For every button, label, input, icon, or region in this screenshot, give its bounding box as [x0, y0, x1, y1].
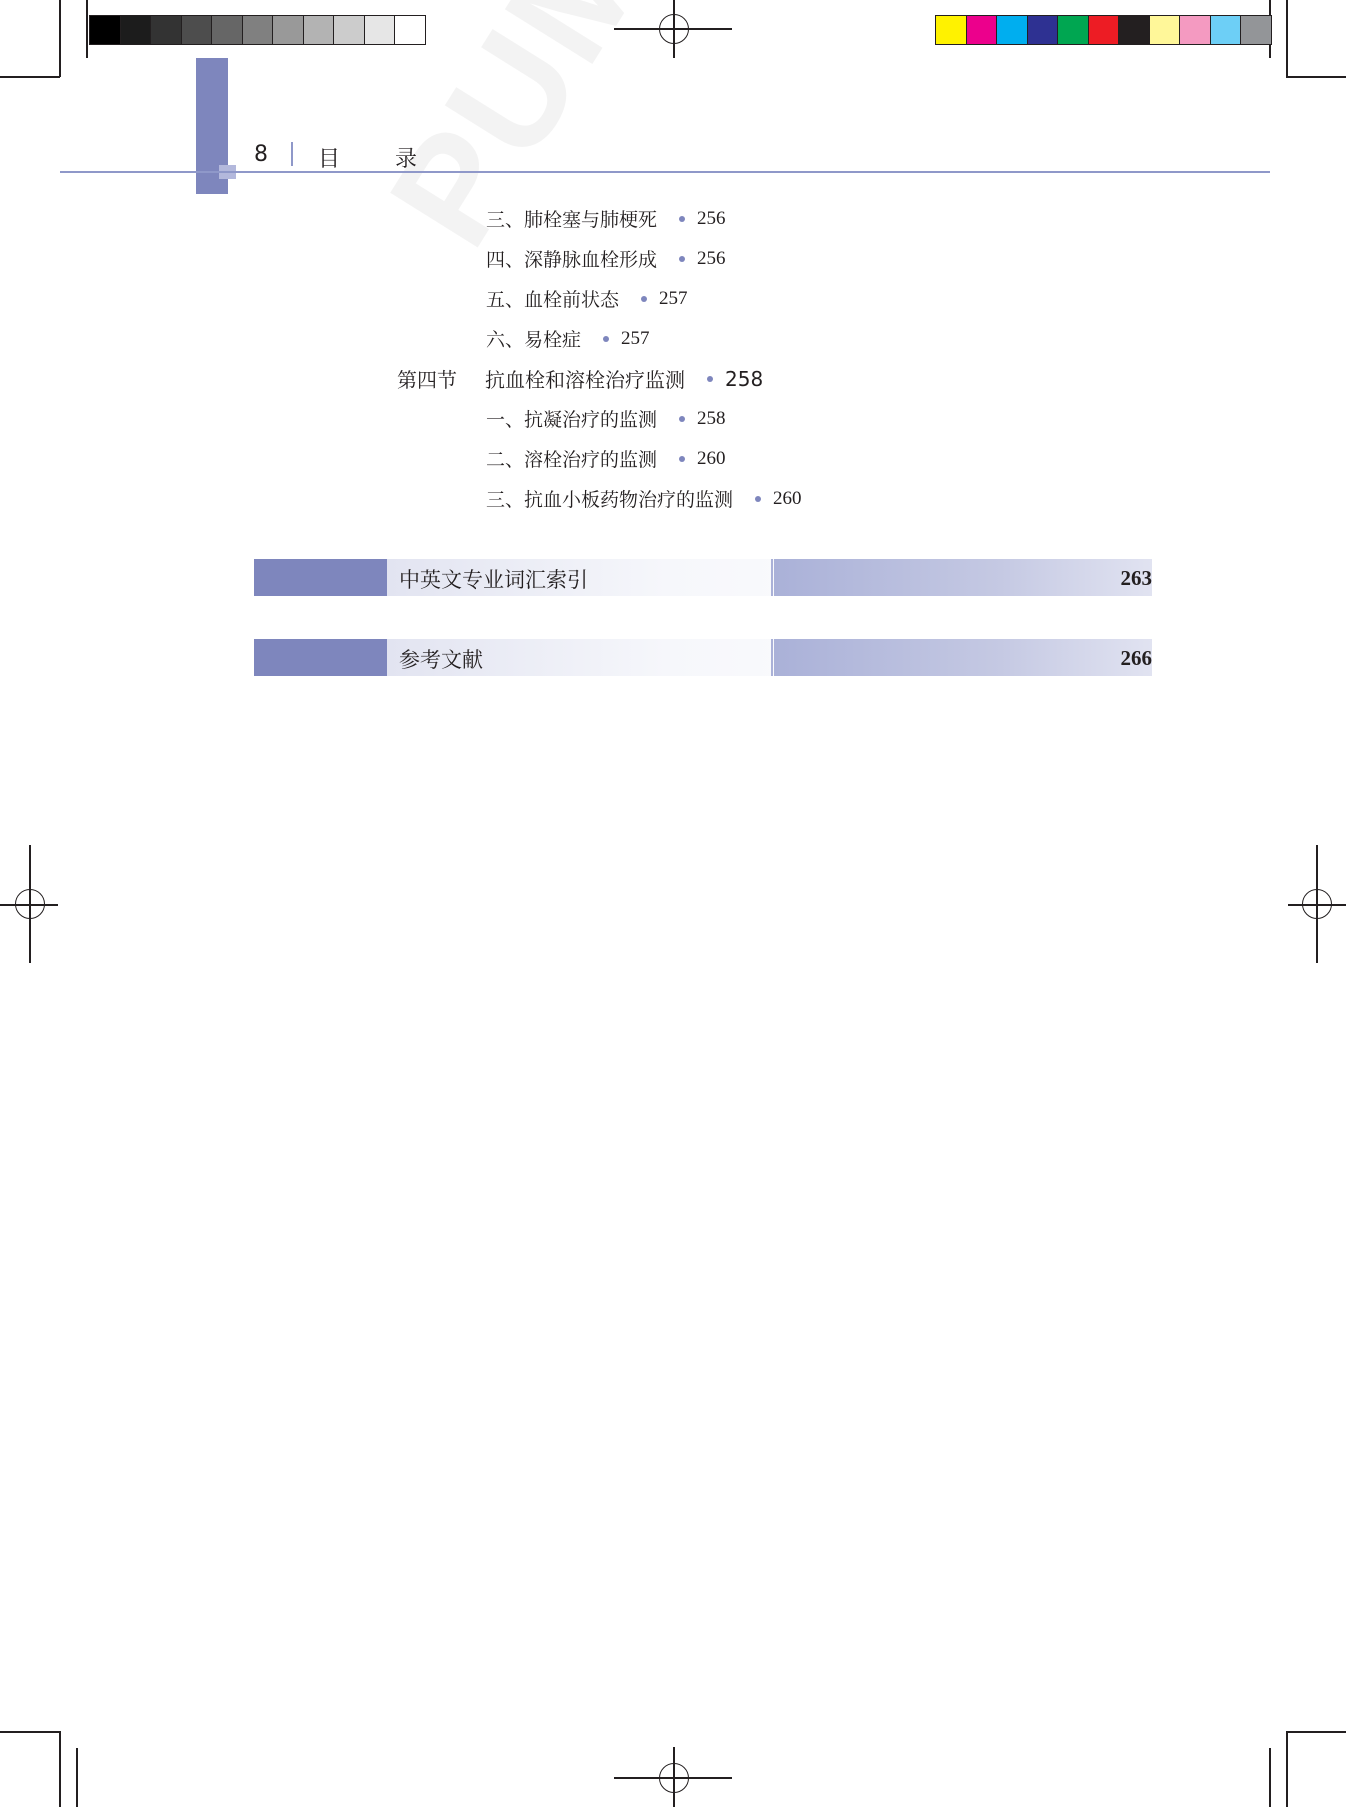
color-swatch: [1118, 16, 1149, 44]
color-swatch: [1210, 16, 1241, 44]
color-swatch: [1057, 16, 1088, 44]
leader-dot: [707, 376, 713, 382]
toc-entry-title: 二、溶栓治疗的监测: [486, 449, 658, 471]
toc-section-number: 第四节: [397, 368, 457, 392]
color-swatch: [966, 16, 997, 44]
backmatter-label: 参考文献: [399, 648, 483, 672]
color-bar: [935, 15, 1272, 45]
color-swatch: [120, 16, 151, 44]
leader-dot: [755, 496, 761, 502]
leader-dot: [679, 256, 685, 262]
toc-entry-title: 一、抗凝治疗的监测: [486, 409, 658, 431]
header-rule: [60, 171, 1270, 173]
color-swatch: [333, 16, 364, 44]
toc-entry-title: 三、肺栓塞与肺梗死: [486, 209, 658, 231]
toc-entry[interactable]: [486, 445, 726, 472]
toc-entry-title: 四、深静脉血栓形成: [486, 249, 658, 271]
band-bar: [774, 559, 1152, 596]
toc-entry[interactable]: [486, 285, 688, 312]
color-swatch: [181, 16, 212, 44]
toc-entry-page: 257: [621, 327, 650, 349]
toc-entry-page: 257: [659, 287, 688, 309]
leader-dot: [679, 416, 685, 422]
toc-entry-page: 256: [697, 207, 726, 229]
color-swatch: [303, 16, 334, 44]
color-swatch: [364, 16, 395, 44]
toc-entry-page: 260: [697, 447, 726, 469]
color-swatch: [394, 16, 425, 44]
color-swatch: [150, 16, 181, 44]
toc-section-page: 258: [725, 366, 764, 391]
grayscale-bar: [89, 15, 426, 45]
backmatter-page: 263: [1120, 566, 1152, 590]
toc-entry-title: 三、抗血小板药物治疗的监测: [486, 489, 734, 511]
band-bar-edge: [771, 639, 773, 676]
color-swatch: [1027, 16, 1058, 44]
color-swatch: [242, 16, 273, 44]
header-separator: [291, 142, 293, 166]
color-swatch: [1240, 16, 1271, 44]
toc-entry-page: 258: [697, 407, 726, 429]
color-swatch: [272, 16, 303, 44]
toc-section[interactable]: [397, 364, 763, 393]
color-swatch: [936, 16, 966, 44]
band-block: [254, 639, 387, 676]
toc-entry[interactable]: [486, 205, 726, 232]
band-bar: [774, 639, 1152, 676]
color-swatch: [1149, 16, 1180, 44]
toc-entry[interactable]: [486, 325, 650, 352]
toc-entry[interactable]: [486, 485, 802, 512]
color-swatch: [1179, 16, 1210, 44]
leader-dot: [679, 456, 685, 462]
toc-entry[interactable]: [486, 405, 726, 432]
backmatter-label: 中英文专业词汇索引: [399, 568, 588, 592]
band-bar-edge: [771, 559, 773, 596]
page-title: 目 录: [318, 147, 441, 172]
backmatter-references-band[interactable]: [254, 639, 1152, 676]
backmatter-index-band[interactable]: [254, 559, 1152, 596]
toc-entry-page: 260: [773, 487, 802, 509]
toc-entry-title: 五、血栓前状态: [486, 289, 620, 311]
leader-dot: [679, 216, 685, 222]
leader-dot: [641, 296, 647, 302]
toc-entry[interactable]: [486, 245, 726, 272]
page-number: 8: [254, 142, 268, 167]
toc-section-title: 抗血栓和溶栓治疗监测: [485, 368, 685, 392]
toc-entry-title: 六、易栓症: [486, 329, 582, 351]
color-swatch: [996, 16, 1027, 44]
toc-entry-page: 256: [697, 247, 726, 269]
color-swatch: [90, 16, 120, 44]
color-swatch: [1088, 16, 1119, 44]
color-swatch: [211, 16, 242, 44]
backmatter-page: 266: [1120, 646, 1152, 670]
leader-dot: [603, 336, 609, 342]
band-block: [254, 559, 387, 596]
